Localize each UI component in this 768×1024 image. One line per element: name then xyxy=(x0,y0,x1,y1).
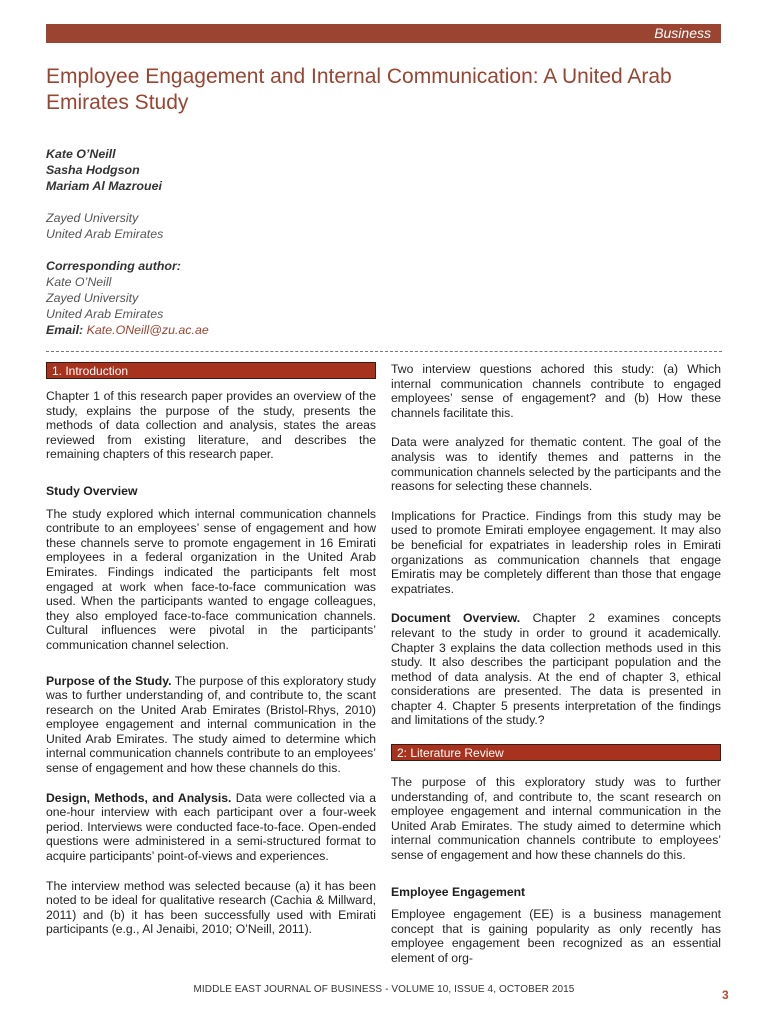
employee-engagement-paragraph: Employee engagement (EE) is a business management concept that is gaining popularity as only recently has employee engagement been recognized as an essential element of org- xyxy=(391,907,721,965)
section-heading-introduction: 1. Introduction xyxy=(46,362,376,379)
email-label: Email: xyxy=(46,323,84,337)
corresponding-author xyxy=(46,258,446,338)
author-name: Sasha Hodgson xyxy=(46,163,140,177)
affiliation xyxy=(46,210,446,242)
article-title: Employee Engagement and Internal Communication: A United Arab Emirates Study xyxy=(46,65,672,114)
corresponding-country: United Arab Emirates xyxy=(46,307,164,321)
design-heading: Design, Methods, and Analysis. xyxy=(46,790,232,805)
questions-paragraph: Two interview questions achored this study: (a) Which internal communication channels contribute to engaged employees’ sense of engagement? and (b) How these channels facilitate this. xyxy=(391,362,721,420)
email-link[interactable]: Kate.ONeill@zu.ac.ae xyxy=(86,323,209,337)
literature-paragraph: The purpose of this exploratory study was to further understanding of, and contribute to, the scant research on employee engagement and internal communication in the United Arab Emirates. The study aimed to determine which internal communication channels contribute to employees’ sense of engagement and how these channels do this. xyxy=(391,775,721,863)
interview-paragraph: The interview method was selected because (a) it has been noted to be ideal for qualitative research (Cachia & Millward, 2011) and (b) it has been successfully used with Emirati participants (e.g., Al Jenaibi, 2010; O’Neill, 2011). xyxy=(46,878,376,937)
implications-paragraph: Implications for Practice. Findings from this study may be used to promote Emirati employee engagement. It may also be beneficial for expatriates in leadership roles in Emirati organizations as communication channels that engage Emiratis may be completely different than those that engage expatriates. xyxy=(391,508,721,596)
design-text: Data were collected via a one-hour interview with each participant over a four-week period. Interviews were conducted face-to-face. Open-ended questions were administered in a semi-structured format to acquire participants’ point-of-views and experiences. xyxy=(46,790,376,864)
document-overview-text: Chapter 2 examines concepts relevant to the study in order to ground it academically. Chapter 3 explains the data collection methods used in this study. It also describes the participant population and the method of data analysis. At the end of chapter 3, ethical considerations are presented. The data is presented in chapter 4. Chapter 5 presents interpretation of the findings and limitations of the study.? xyxy=(391,611,722,728)
study-overview-heading: Study Overview xyxy=(46,483,138,498)
author-name: Mariam Al Mazrouei xyxy=(46,179,162,193)
document-overview-heading: Document Overview. xyxy=(391,611,521,626)
study-overview-paragraph: The study explored which internal communication channels contribute to an employees’ sense of engagement and how these channels serve to promote engagement in 16 Emirati employees in a federal organization in the United Arab Emirates. Findings indicated the participants felt most engaged at work when face-to-face communication was used. When the participants wanted to engage colleagues, they also employed face-to-face communication channels. Cultural influences were pivotal in the participants’ communication channel selection. xyxy=(46,506,376,652)
corresponding-institution: Zayed University xyxy=(46,291,139,305)
author-list xyxy=(46,146,446,194)
document-overview-paragraph xyxy=(391,611,721,728)
page-number: 3 xyxy=(722,988,729,1002)
corresponding-label: Corresponding author: xyxy=(46,259,181,273)
dashed-divider xyxy=(46,351,722,352)
purpose-heading: Purpose of the Study. xyxy=(46,673,172,688)
right-column xyxy=(391,362,721,966)
corresponding-name: Kate O’Neill xyxy=(46,275,112,289)
author-name: Kate O’Neill xyxy=(46,147,116,161)
intro-paragraph: Chapter 1 of this research paper provides an overview of the study, explains the purpose of the study, presents the methods of data collection and analysis, states the areas reviewed from existing literature, and describes the remaining chapters of this research paper. xyxy=(46,389,376,462)
section-label: Business xyxy=(654,25,711,41)
journal-footer: MIDDLE EAST JOURNAL OF BUSINESS - VOLUME 10, ISSUE 4, OCTOBER 2015 xyxy=(193,984,575,995)
affiliation-country: United Arab Emirates xyxy=(46,227,164,241)
section-banner xyxy=(46,24,721,43)
employee-engagement-heading: Employee Engagement xyxy=(391,884,526,899)
left-column xyxy=(46,362,376,937)
analysis-paragraph: Data were analyzed for thematic content. The goal of the analysis was to identify themes and patterns in the communication channels selected by the participants and the reasons for selecting these channels. xyxy=(391,435,721,494)
purpose-text: The purpose of this exploratory study was to further understanding of, and contribute to, the scant research on the United Arab Emirates (Bristol-Rhys, 2010) employee engagement and internal communication in the United Arab Emirates. The study aimed to determine which internal communication channels contribute to an employees’ sense of engagement and how these channels do this. xyxy=(46,673,376,776)
section-heading-literature-review: 2: Literature Review xyxy=(391,744,721,761)
email-line xyxy=(46,322,446,338)
affiliation-institution: Zayed University xyxy=(46,211,139,225)
design-paragraph xyxy=(46,791,376,864)
purpose-paragraph xyxy=(46,674,376,776)
